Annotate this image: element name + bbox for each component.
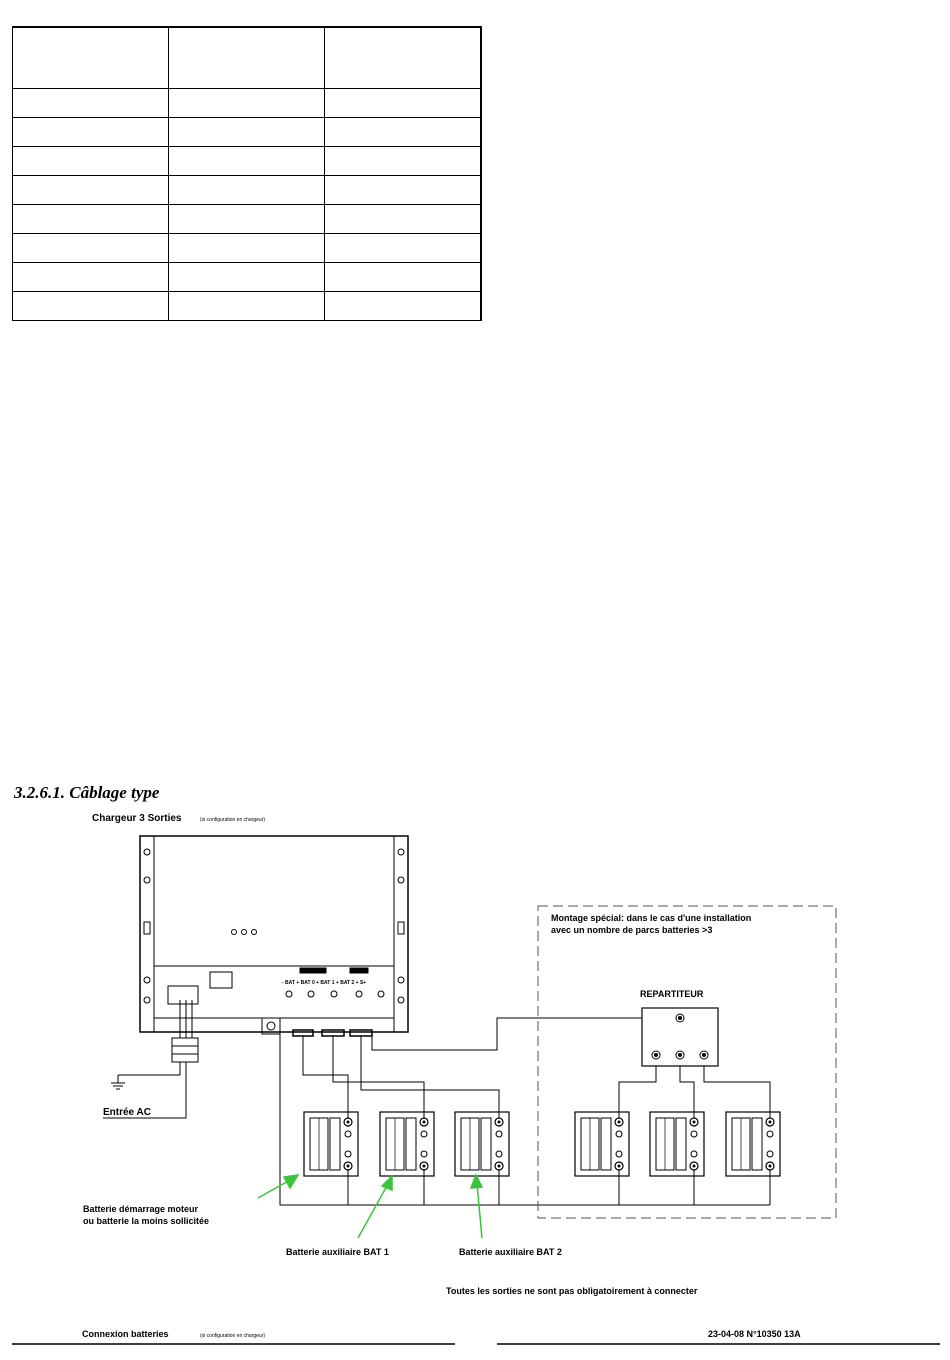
footer-note: (si configuration en chargeur): [200, 1333, 266, 1339]
table-row: [13, 292, 482, 321]
table-cell: [13, 263, 169, 292]
table-cell: [13, 89, 169, 118]
table-cell: [325, 176, 482, 205]
table-row: [13, 89, 482, 118]
table-cell: [13, 176, 169, 205]
table-cell: [325, 292, 482, 321]
table-cell: [13, 234, 169, 263]
table-cell: [169, 176, 325, 205]
table-cell: [169, 292, 325, 321]
special-mount-line2: avec un nombre de parcs batteries >3: [551, 925, 713, 935]
connection-note: Toutes les sorties ne sont pas obligatoirement à connecter: [446, 1286, 698, 1296]
charger-note: (si configuration en chargeur): [200, 817, 266, 823]
battery-extra-3: [726, 1112, 780, 1176]
terminal-labels: - BAT + BAT 0 + BAT 1 + BAT 2 + S+: [282, 980, 367, 986]
battery-aux-2: [455, 1112, 509, 1176]
table-cell: [169, 118, 325, 147]
table-cell: [169, 205, 325, 234]
table-cell: [169, 147, 325, 176]
spec-table: [12, 26, 482, 321]
table-cell: [13, 147, 169, 176]
table-cell: [169, 89, 325, 118]
table-cell: [13, 27, 169, 89]
table-cell: [13, 118, 169, 147]
aux-bat2-label: Batterie auxiliaire BAT 2: [459, 1247, 562, 1257]
callout-arrows: [258, 1175, 482, 1238]
table-cell: [13, 292, 169, 321]
table-row: [13, 118, 482, 147]
section-title: 3.2.6.1. Câblage type: [14, 783, 160, 802]
table-row: [13, 176, 482, 205]
special-mount-line1: Montage spécial: dans le cas d'une installation: [551, 913, 752, 923]
table-row: [13, 205, 482, 234]
table-cell: [169, 234, 325, 263]
battery-extra-1: [575, 1112, 629, 1176]
table-row: [13, 263, 482, 292]
table-cell: [169, 263, 325, 292]
table-header-row: [13, 27, 482, 89]
battery-extra-2: [650, 1112, 704, 1176]
battery-aux-1: [380, 1112, 434, 1176]
footer-ref: 23-04-08 N°10350 13A: [708, 1329, 801, 1339]
table-cell: [325, 205, 482, 234]
table-cell: [325, 27, 482, 89]
ac-input-label: Entrée AC: [103, 1107, 151, 1118]
footer-title: Connexion batteries: [82, 1329, 169, 1339]
splitter-box: [642, 1008, 718, 1066]
splitter-label: REPARTITEUR: [640, 989, 704, 999]
table-cell: [325, 118, 482, 147]
table-row: [13, 147, 482, 176]
wiring-diagram: [0, 800, 950, 1360]
table-cell: [325, 234, 482, 263]
charger-title: Chargeur 3 Sorties: [92, 813, 182, 824]
battery-start: [304, 1112, 358, 1176]
table-cell: [325, 89, 482, 118]
table-cell: [325, 263, 482, 292]
start-battery-line2: ou batterie la moins sollicitée: [83, 1216, 210, 1226]
table-cell: [13, 205, 169, 234]
start-battery-line1: Batterie démarrage moteur: [83, 1204, 199, 1214]
table-cell: [169, 27, 325, 89]
table-row: [13, 234, 482, 263]
aux-bat1-label: Batterie auxiliaire BAT 1: [286, 1247, 389, 1257]
table-cell: [325, 147, 482, 176]
